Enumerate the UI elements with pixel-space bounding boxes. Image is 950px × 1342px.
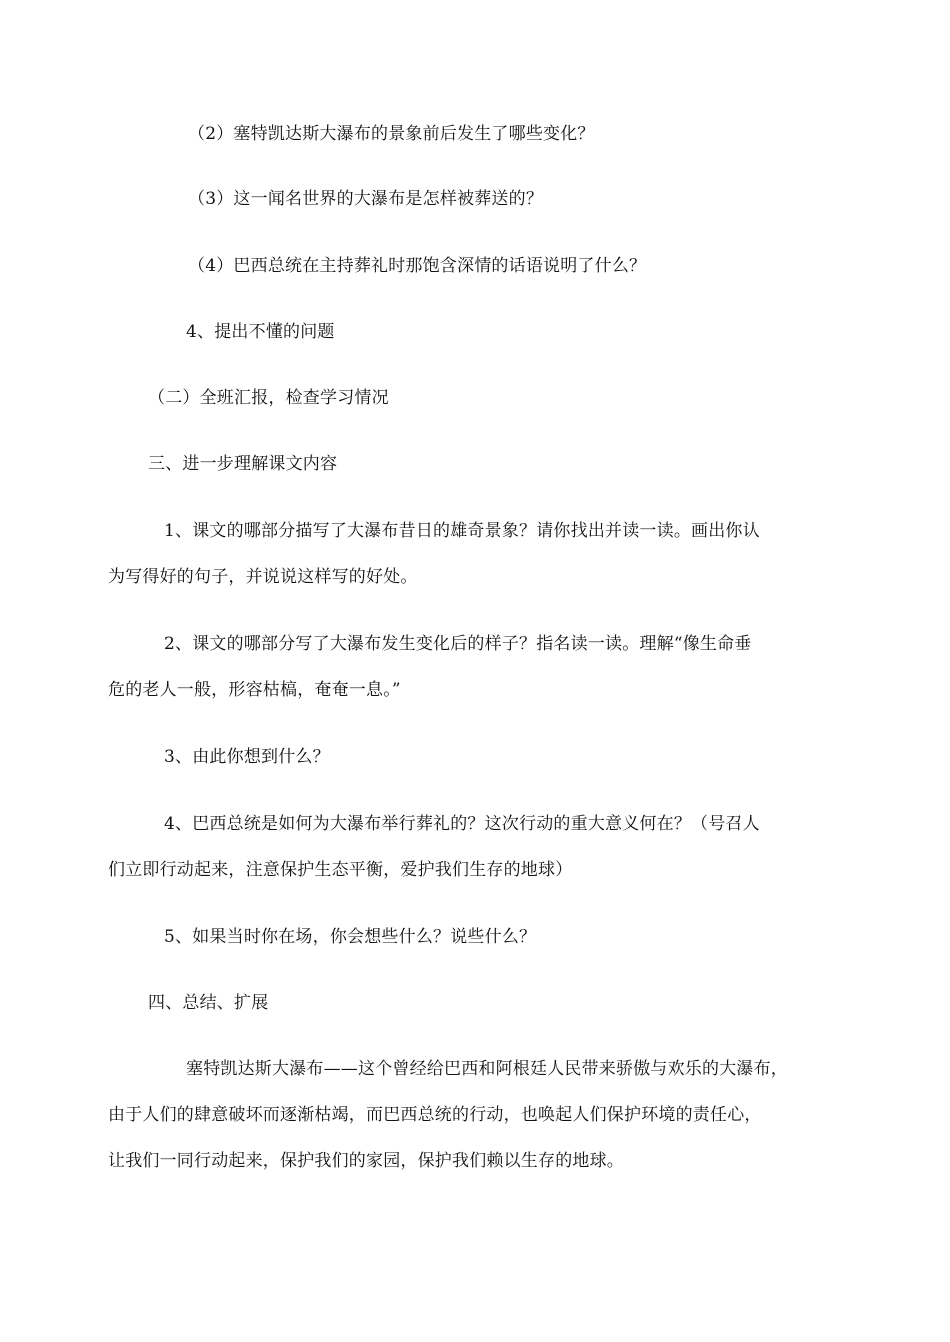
- section-heading-3: 三、进一步理解课文内容: [148, 454, 338, 474]
- section-heading-2: （二）全班汇报，检查学习情况: [148, 388, 389, 408]
- paragraph-2-line-2: 危的老人一般，形容枯槁，奄奄一息。”: [108, 680, 401, 700]
- summary-line-3: 让我们一同行动起来，保护我们的家园，保护我们赖以生存的地球。: [108, 1151, 624, 1171]
- paragraph-4: [108, 812, 760, 882]
- summary-paragraph: [108, 1057, 788, 1173]
- paragraph-1-line-1: 1、课文的哪部分描写了大瀑布昔日的雄奇景象？请你找出并读一读。画出你认: [164, 521, 760, 541]
- question-4: （4）巴西总统在主持葬礼时那饱含深情的话语说明了什么？: [188, 256, 647, 276]
- paragraph-2-line-1: 2、课文的哪部分写了大瀑布发生变化后的样子？指名读一读。理解“像生命垂: [164, 634, 752, 654]
- summary-line-2: 由于人们的肆意破坏而逐渐枯竭，而巴西总统的行动，也唤起人们保护环境的责任心，: [108, 1105, 762, 1125]
- paragraph-4-line-1: 4、巴西总统是如何为大瀑布举行葬礼的？这次行动的重大意义何在？（号召人: [164, 814, 760, 834]
- paragraph-1-line-2: 为写得好的句子，并说说这样写的好处。: [108, 567, 418, 587]
- section-heading-4: 四、总结、扩展: [148, 993, 269, 1013]
- paragraph-5: 5、如果当时你在场，你会想些什么？说些什么？: [164, 927, 537, 947]
- paragraph-3: 3、由此你想到什么？: [164, 747, 330, 767]
- paragraph-2: [108, 632, 752, 702]
- paragraph-4-line-2: 们立即行动起来，注意保护生态平衡，爱护我们生存的地球）: [108, 860, 573, 880]
- item-4: 4、提出不懂的问题: [186, 322, 335, 342]
- question-3: （3）这一闻名世界的大瀑布是怎样被葬送的？: [188, 189, 544, 209]
- question-2: （2）塞特凯达斯大瀑布的景象前后发生了哪些变化？: [188, 124, 595, 144]
- summary-line-1: 塞特凯达斯大瀑布——这个曾经给巴西和阿根廷人民带来骄傲与欢乐的大瀑布，: [186, 1059, 788, 1079]
- paragraph-1: [108, 519, 760, 589]
